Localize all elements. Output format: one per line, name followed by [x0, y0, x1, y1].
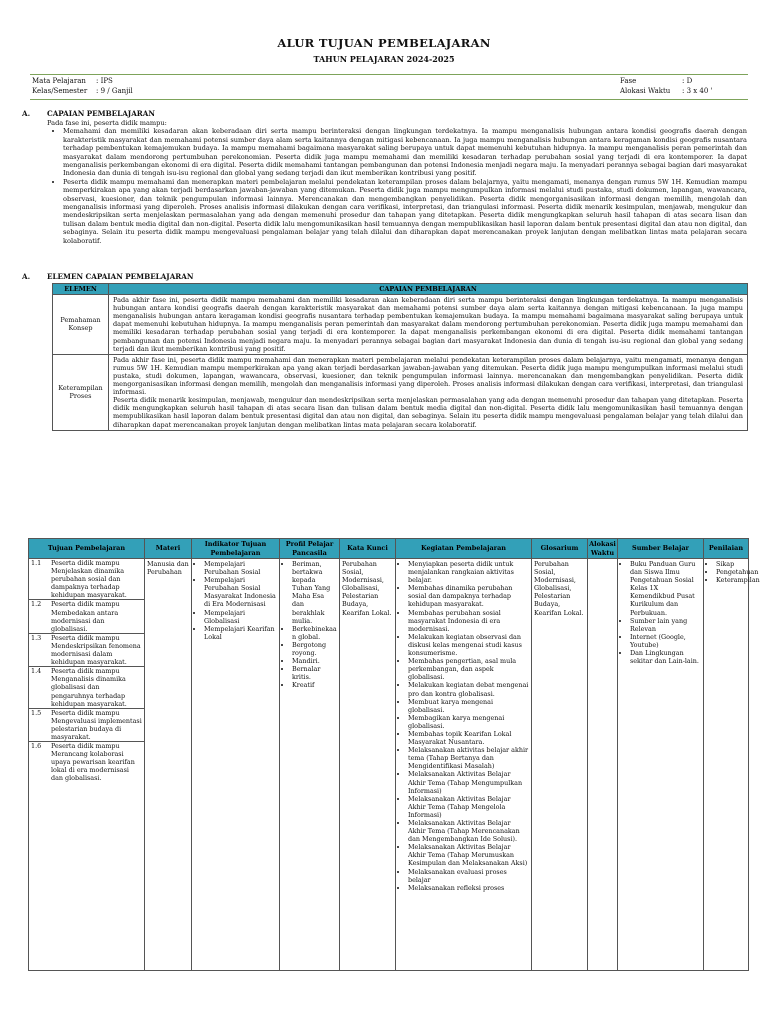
alokasi-value: : 3 x 40 ' [682, 87, 713, 95]
capaian-cell [109, 354, 748, 430]
tujuan-number: 1.4 [31, 667, 42, 676]
mapel-value: : IPS [96, 77, 113, 85]
header-sumber: Sumber Belajar [618, 539, 704, 559]
capaian-paragraph: Pada akhir fase ini, peserta didik mampu memahami dan menerapkan materi pembelajaran melalui pendekatan keterampilan proses dalam belajarnya, yaitu mengamati, menanya dengan rumus 5W 1H. Kemudian mampu memperkirakan apa yang akan terjadi berdasarkan jawaban-jawaban yang ditemukan. Peserta didik juga mampu mengumpulkan informasi melalui studi pustaka, studi dokumen, lapangan, wawancara, observasi, kuesioner, dan teknik pengumpulan informasi lainnya. merencanakan dan mengembangkan penyelidikan. Peserta didik mengorganisasikan informasi dengan memilih, mengolah dan menganalisis informasi yang diperoleh. Proses analisis informasi dilakukan dengan cara verifikasi, interpretasi, dan triangulasi informasi. [113, 355, 743, 397]
header-glosarium: Glosarium [532, 539, 588, 559]
header-kegiatan: Kegiatan Pembelajaran [396, 539, 532, 559]
tujuan-text: Peserta didik mampu Membedakan antara modernisasi dan globalisasi. [51, 600, 120, 633]
tujuan-cell [29, 559, 145, 971]
list-item: • Mempelajari Perubahan Sosial Masyarakat Indonesia di Era Modernisasi [204, 576, 277, 608]
meta-right [620, 76, 713, 96]
list-item: • Melaksanakan Aktivitas Belajar Akhir Tema (Tahap Merencanakan dan Mengembangkan Ide Solusi). [408, 819, 529, 843]
tujuan-text: Peserta didik mampu Menjelaskan dinamika perubahan sosial dan dampaknya terhadap kehidupan masyarakat. [51, 559, 127, 600]
tujuan-text: Peserta didik mampu Menganalisis dinamika globalisasi dan pengaruhnya terhadap kehidupan masyarakat. [51, 667, 127, 708]
header-materi: Materi [145, 539, 192, 559]
list-item: • Berkebinekaa n global. [292, 625, 337, 641]
list-item: • Buku Panduan Guru dan Siswa Ilmu Pengetahuan Sosial Kelas 1X Kemendikbud Pusat Kurikulum dan Perbukuan. [630, 560, 701, 617]
glosarium-cell: Perubahan Sosial, Modernisasi, Globalisasi, Pelestarian Budaya, Kearifan Lokal. [532, 559, 588, 971]
list-item: • Internet (Google, Youtube) [630, 633, 701, 649]
list-item: • Melaksanakan aktivitas belajar akhir tema (Tahap Bertanya dan Mengidentifikasi Masalah) [408, 746, 529, 770]
section-a-title: CAPAIAN PEMBELAJARAN [47, 109, 155, 118]
list-item: • Melaksanakan refleksi proses [408, 884, 529, 892]
table-row [53, 295, 748, 355]
list-item: • Keterampilan [716, 576, 746, 584]
meta-left [32, 76, 133, 96]
elemen-table [52, 283, 748, 431]
list-item: • Melaksanakan Aktivitas Belajar Akhir Tema (Tahap Mengumpulkan Informasi) [408, 770, 529, 794]
list-item: • Beriman, bertakwa kepada Tuhan Yang Maha Esa dan berakhlak mulia. [292, 560, 337, 625]
header-capaian: CAPAIAN PEMBELAJARAN [109, 284, 748, 295]
tujuan-text: Peserta didik mampu Mengevaluasi implementasi pelestarian budaya di masyarakat. [51, 708, 142, 741]
list-item: • Sikap [716, 560, 746, 568]
alokasi-cell [588, 559, 618, 971]
list-item: • Pengetahuan [716, 568, 746, 576]
section-b-title: ELEMEN CAPAIAN PEMBELAJARAN [47, 272, 194, 281]
divider-meta [30, 99, 748, 100]
list-item: • Membahas topik Kearifan Lokal Masyarakat Nusantara. [408, 730, 529, 746]
header-elemen: ELEMEN [53, 284, 109, 295]
list-item: • Bergotong royong. [292, 641, 337, 657]
document-title: ALUR TUJUAN PEMBELAJARAN [277, 36, 491, 50]
kata-kunci-cell: Perubahan Sosial, Modernisasi, Globalisasi, Pelestarian Budaya, Kearifan Lokal. [340, 559, 396, 971]
table-row [29, 559, 749, 971]
divider-top [30, 74, 748, 75]
section-a-bullets [47, 127, 747, 245]
tujuan-number: 1.2 [31, 600, 42, 609]
list-item: • Melaksanakan Aktivitas Belajar Akhir Tema (Tahap Mengelola Informasi) [408, 795, 529, 819]
header-alokasi: Alokasi Waktu [589, 540, 616, 557]
list-item [29, 742, 144, 782]
header-penilaian: Penilaian [704, 539, 749, 559]
section-a-bullet: • Memahami dan memiliki kesadaran akan keberadaan diri serta mampu berinteraksi dengan lingkungan terdekatnya. Ia mampu menganalisis hubungan antara kondisi geografis daerah dengan karakteristik masyarakat dan memahami potensi sumber daya alam serta kaitannya dengan mitigasi kebencanaan. Ia juga mampu menganalisis hubungan antara keragaman kondisi geografis nusantara terhadap pembentukan kemajemukan budaya. Ia mampu memahami bagaimana masyarakat saling berupaya untuk dapat memenuhi kebutuhan hidupnya. Ia mampu menganalisis peran pemerintah dan masyarakat dalam mendorong pertumbuhan perekonomian. Peserta didik juga mampu memahami dan memiliki kesadaran terhadap perubahan sosial yang terjadi di era kontemporer. Ia dapat menganalisis perkembangan ekonomi di era digital. Peserta didik memahami tantangan pembangunan dan potensi Indonesia menjadi negara maju. Ia menyadari perannya sebagai bagian dari masyarakat Indonesia dan dunia di tengah isu-isu regional dan global yang sedang terjadi dan ikut memberikan kontribusi yang positif. [63, 127, 747, 177]
elemen-cell: Pemahaman Konsep [53, 295, 109, 355]
list-item: • Membahas perubahan sosial masyarakat Indonesia di era modernisasi. [408, 609, 529, 633]
list-item: • Membahas pengertian, asal mula perkembangan, dan aspek globalisasi. [408, 657, 529, 681]
kelas-value: : 9 / Ganjil [96, 87, 133, 95]
materi-cell: Manusia dan Perubahan [145, 559, 192, 971]
header-tujuan: Tujuan Pembelajaran [29, 539, 145, 559]
profil-cell [280, 559, 340, 971]
document-subtitle: TAHUN PELAJARAN 2024-2025 [313, 54, 455, 64]
tujuan-number: 1.1 [31, 559, 42, 567]
list-item: • Mandiri. [292, 657, 337, 665]
atp-header-row [29, 539, 749, 559]
indikator-cell [192, 559, 280, 971]
header-indikator: Indikator Tujuan Pembelajaran [192, 539, 280, 559]
header-kata-kunci: Kata Kunci [340, 539, 396, 559]
list-item [29, 709, 144, 742]
section-a-heading [22, 109, 155, 118]
list-item: • Melaksanakan evaluasi proses belajar [408, 868, 529, 884]
list-item: • Membagikan karya mengenai globalisasi. [408, 714, 529, 730]
fase-label: Fase [620, 77, 637, 85]
list-item [29, 559, 144, 600]
capaian-paragraph: Peserta didik menarik kesimpulan, menjawab, mengukur dan mendeskripsikan serta menjelaskan permasalahan yang ada dengan memenuhi prosedur dan tahapan yang ditetapkan. Peserta didik mengungkapkan seluruh hasil tahapan di atas secara lisan dan tulisan dalam bentuk media digital dan non-digital. Peserta didik lalu mengomunikasikan hasil temuannya dengan mempublikasikan hasil laporan dalam bentuk presentasi digital dan atau non digital, dan sebaginya. Selain itu peserta didik mampu mengevaluasi pengalaman belajar yang telah dilalui dan diharapkan dapat merencanakan proyek lanjutan dengan melibatkan lintas mata pelajaran secara kolaboratif. [113, 396, 743, 429]
sumber-cell [618, 559, 704, 971]
fase-value: : D [682, 77, 693, 85]
list-item: • Mempelajari Kearifan Lokal [204, 625, 277, 641]
capaian-cell: Pada akhir fase ini, peserta didik mampu memahami dan memiliki kesadaran akan keberadaan diri serta mampu berinteraksi dengan lingkungan terdekatnya. Ia mampu menganalisis hubungan antara kondisi geografis daerah dengan karakteristik masyarakat dan memahami potensi sumber daya alam serta kaitannya dengan mitigasi kebencanaan. Ia juga mampu menganalisis hubungan antara keragaman kondisi geografis nusantara terhadap pembentukan kemajemukan budaya. Ia mampu memahami bagaimana masyarakat saling berupaya untuk dapat memenuhi kebutuhan hidupnya. Ia mampu menganalisis peran pemerintah dan masyarakat dalam mendorong pertumbuhan perekonomian. Peserta didik juga mampu memahami dan memiliki kesadaran terhadap perubahan sosial yang terjadi di era kontemporer. Ia dapat menganalisis perkembangan ekonomi di era digital. Peserta didik memahami tantangan pembangunan dan potensi Indonesia menjadi negara maju. Ia menyadari perannya sebagai bagian dari masyarakat Indonesia dan dunia di tengah isu-isu regional dan global yang sedang terjadi dan ikut memberikan kontribusi yang positif. [109, 295, 748, 355]
section-b-letter: A. [22, 272, 31, 281]
list-item: • Membahas dinamika perubahan sosial dan dampaknya terhadap kehidupan masyarakat. [408, 584, 529, 608]
kegiatan-cell [396, 559, 532, 971]
tujuan-number: 1.5 [31, 708, 42, 717]
list-item [29, 600, 144, 633]
elemen-cell: Keterampilan Proses [53, 354, 109, 430]
kelas-label: Kelas/Semester [32, 87, 88, 95]
tujuan-text: Peserta didik mampu Merancang kolaborasi upaya pewarisan kearifan lokal di era modernisasi dan globalisasi. [51, 742, 135, 783]
section-a-bullet: • Peserta didik mampu memahami dan menerapkan materi pembelajaran melalui pendekatan keterampilan proses dalam belajarnya, yaitu mengamati, menanya dengan rumus 5W 1H. Kemudian mampu memperkirakan apa yang akan terjadi berdasarkan jawaban-jawaban yang ditemukan. Peserta didik juga mampu mengumpulkan informasi melalui studi pustaka, studi dokumen, lapangan, wawancara, observasi, kuesioner, dan teknik pengumpulan informasi lainnya. Merencanakan dan mengembangkan penyelidikan. Peserta didik mengorganisasikan informasi dengan memilih, mengolah dan menganalisis informasi yang diperoleh. Proses analisis informasi dilakukan dengan cara verifikasi, interpretasi, dan triangulasi informasi. Peserta didik menarik kesimpulan, menjawab, mengukur dan mendeskripsikan serta menjelaskan permasalahan yang ada dengan memenuhi prosedur dan tahapan yang ditetapkan. Peserta didik mengungkapkan seluruh hasil tahapan di atas secara lisan dan tulisan dalam bentuk media digital dan non-digital. Peserta didik lalu mengomunikasikan hasil temuannya dengan mempublikasikan hasil laporan dalam bentuk presentasi digital dan atau non digital, dan sebaginya. Selain itu peserta didik mampu mengevaluasi pengalaman belajar yang telah dilalui dan diharapkan dapat merencanakan proyek lanjutan dengan melibatkan lintas mata pelajaran secara kolaboratif. [63, 178, 747, 245]
table-row [53, 354, 748, 430]
list-item: • Kreatif [292, 681, 337, 689]
list-item [29, 667, 144, 708]
list-item: • Menyiapkan peserta didik untuk menjalankan rangkaian aktivitas belajar. [408, 560, 529, 584]
list-item: • Mempelajari Globalisasi [204, 609, 277, 625]
elemen-table-header [53, 284, 748, 295]
penilaian-cell [704, 559, 760, 971]
list-item: • Dan Lingkungan sekitar dan Lain-lain. [630, 649, 701, 665]
list-item: • Melakukan kegiatan debat mengenai pro dan kontra globalisasi. [408, 681, 529, 697]
tujuan-number: 1.6 [31, 742, 42, 751]
atp-table [28, 538, 760, 971]
list-item: • Sumber lain yang Relevan [630, 617, 701, 633]
tujuan-text: Peserta didik mampu Mendeskripsikan fenomena modernisasi dalam kehidupan masyarakat. [51, 633, 141, 667]
list-item: • Bernalar kritis. [292, 665, 337, 681]
section-a-letter: A. [22, 109, 31, 118]
section-b-heading [22, 272, 193, 281]
list-item: • Melaksanakan Aktivitas Belajar Akhir Tema (Tahap Merumuskan Kesimpulan dan Melaksanakan Aksi) [408, 843, 529, 867]
mapel-label: Mata Pelajaran [32, 77, 86, 85]
alokasi-label: Alokasi Waktu [620, 87, 671, 95]
list-item: • Membuat karya mengenai globalisasi. [408, 698, 529, 714]
list-item [29, 634, 144, 667]
header-profil: Profil Pelajar Pancasila [280, 539, 340, 559]
section-a-body [47, 119, 747, 245]
tujuan-number: 1.3 [31, 633, 42, 642]
list-item: • Melakukan kegiatan observasi dan diskusi kelas mengenai studi kasus konsumerisme. [408, 633, 529, 657]
list-item: • Mempelajari Perubahan Sosial [204, 560, 277, 576]
section-a-intro: Pada fase ini, peserta didik mampu: [47, 119, 167, 127]
